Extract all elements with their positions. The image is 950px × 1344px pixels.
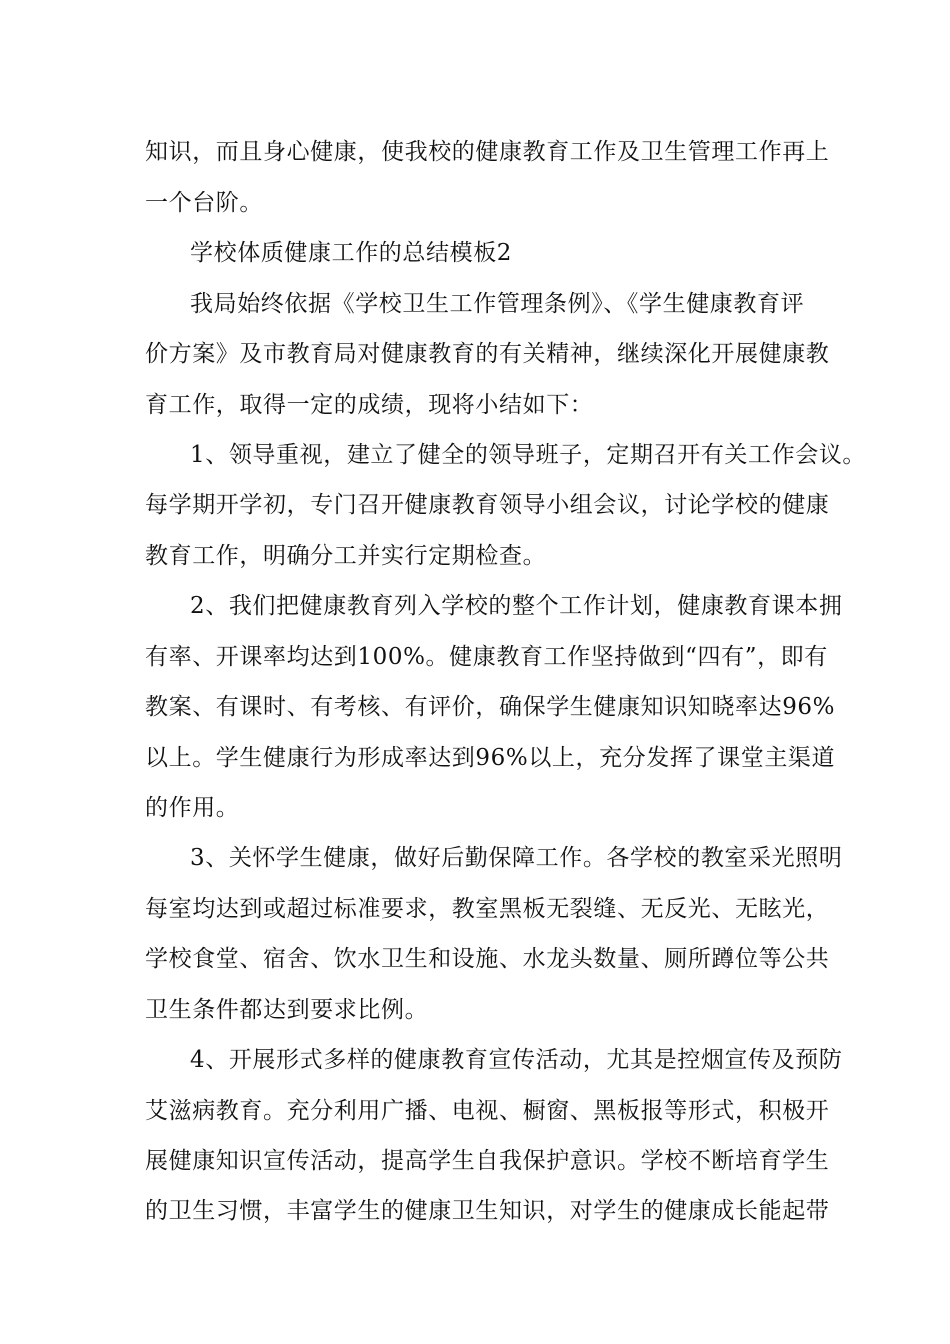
text-line: 4、开展形式多样的健康教育宣传活动，尤其是控烟宣传及预防: [190, 1047, 843, 1073]
text-line: 2、我们把健康教育列入学校的整个工作计划，健康教育课本拥: [190, 593, 843, 619]
text-line: 艾滋病教育。充分利用广播、电视、橱窗、黑板报等形式，积极开: [145, 1098, 830, 1124]
text-line: 3、关怀学生健康，做好后勤保障工作。各学校的教室采光照明: [190, 845, 843, 871]
section-title: 学校体质健康工作的总结模板2: [190, 240, 513, 266]
text-line: 卫生条件都达到要求比例。: [145, 997, 429, 1023]
text-line: 每学期开学初，专门召开健康教育领导小组会议，讨论学校的健康: [145, 492, 830, 518]
text-line: 以上。学生健康行为形成率达到96%以上，充分发挥了课堂主渠道: [145, 745, 836, 771]
text-line: 的卫生习惯，丰富学生的健康卫生知识，对学生的健康成长能起带: [145, 1198, 830, 1224]
text-line: 价方案》及市教育局对健康教育的有关精神，继续深化开展健康教: [145, 341, 830, 367]
text-line: 我局始终依据《学校卫生工作管理条例》、《学生健康教育评: [190, 291, 805, 317]
text-line: 知识，而且身心健康，使我校的健康教育工作及卫生管理工作再上: [145, 139, 830, 165]
text-line: 教育工作，明确分工并实行定期检查。: [145, 543, 547, 569]
text-line: 一个台阶。: [145, 190, 263, 216]
text-line: 1、领导重视，建立了健全的领导班子，定期召开有关工作会议。: [190, 442, 867, 468]
text-line: 教案、有课时、有考核、有评价，确保学生健康知识知晓率达96%: [145, 694, 836, 720]
text-line: 有率、开课率均达到100%。健康教育工作坚持做到“四有”，即有: [145, 644, 828, 670]
text-line: 育工作，取得一定的成绩，现将小结如下：: [145, 392, 594, 418]
text-line: 每室均达到或超过标准要求，教室黑板无裂缝、无反光、无眩光，: [145, 896, 830, 922]
text-line: 展健康知识宣传活动，提高学生自我保护意识。学校不断培育学生: [145, 1148, 830, 1174]
text-line: 的作用。: [145, 795, 240, 821]
text-line: 学校食堂、宿舍、饮水卫生和设施、水龙头数量、厕所蹲位等公共: [145, 946, 830, 972]
